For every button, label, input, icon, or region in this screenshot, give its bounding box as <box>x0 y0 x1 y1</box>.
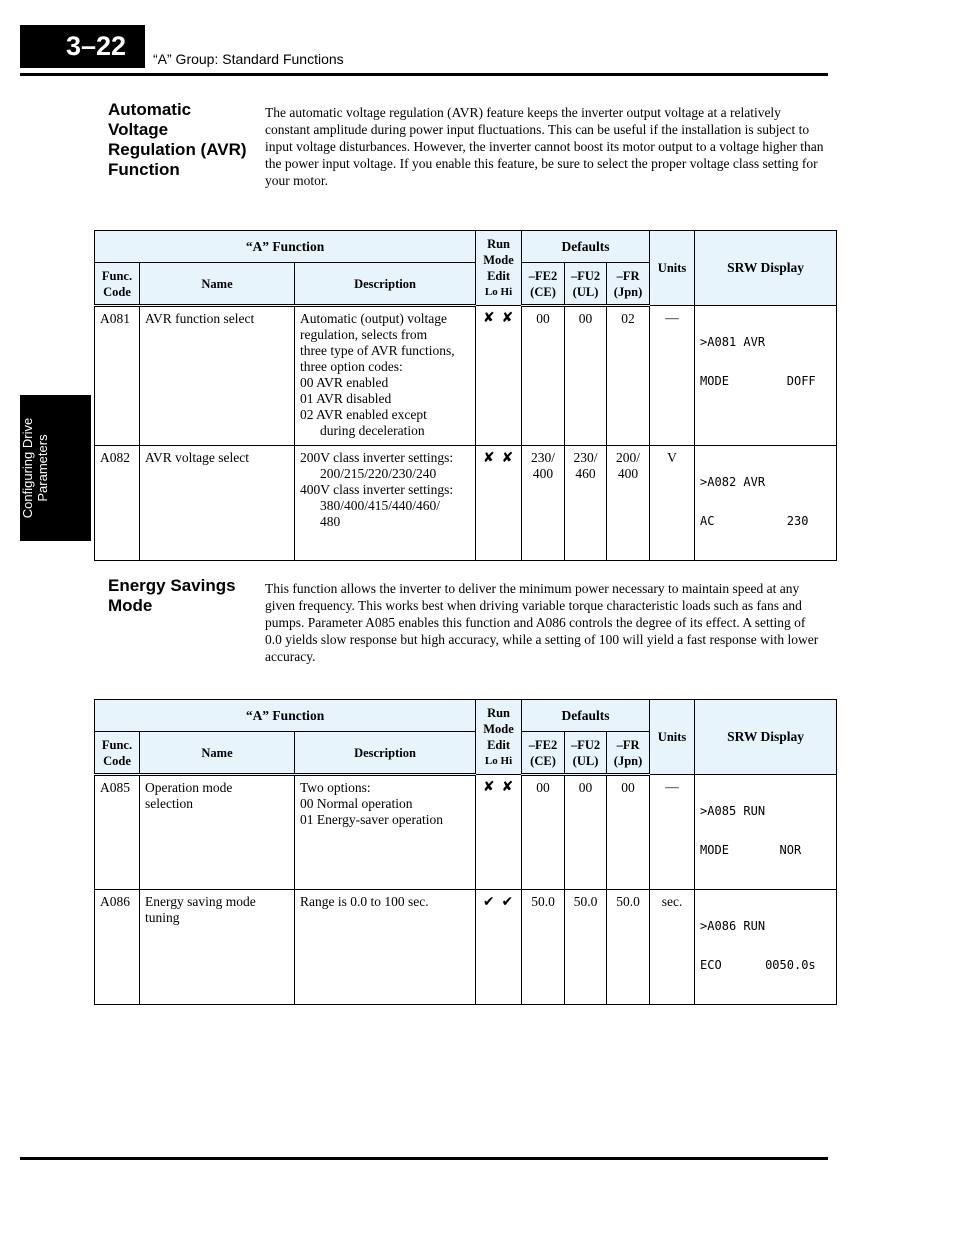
value-line: 400 <box>532 466 554 481</box>
lo-hi-label: Lo Hi <box>484 286 513 298</box>
heading-line: Function <box>108 160 180 179</box>
header-line: Code <box>103 753 131 768</box>
name-line: Energy saving mode <box>145 894 256 909</box>
desc-line: 200/215/220/230/240 <box>320 466 437 481</box>
energy-parameter-table <box>94 699 837 1005</box>
desc-line: 400V class inverter settings: <box>300 482 454 497</box>
value-line: 460 <box>575 466 596 481</box>
srw-line: >A085 RUN <box>700 804 766 818</box>
side-tab-line: Configuring Drive <box>20 417 35 519</box>
a-function-header: “A” Function <box>95 231 476 263</box>
heading-line: Mode <box>108 596 153 615</box>
lo-hi-label: Lo Hi <box>484 755 513 767</box>
description-cell <box>295 890 476 1005</box>
heading-line: Voltage <box>108 120 169 139</box>
func-code-cell: A086 <box>95 890 140 1005</box>
run-mode-cell <box>476 890 522 1005</box>
header-line: –FU2 <box>570 737 601 752</box>
side-tab-label <box>20 418 50 518</box>
srw-display-header: SRW Display <box>695 231 837 306</box>
srw-line: MODE NOR <box>700 843 802 857</box>
func-code-cell: A085 <box>95 775 140 890</box>
fu2-cell <box>565 446 607 561</box>
srw-display-cell <box>695 306 837 446</box>
side-tab-line: Parameters <box>35 434 50 502</box>
header-line: Mode <box>483 722 514 736</box>
header-line: Run <box>487 237 510 251</box>
fu2-cell: 00 <box>565 306 607 446</box>
srw-line: ECO 0050.0s <box>700 958 816 972</box>
description-cell <box>295 775 476 890</box>
units-cell: — <box>650 306 695 446</box>
name-line: Operation mode <box>145 780 233 795</box>
header-line: –FU2 <box>570 268 601 283</box>
table-row <box>95 446 837 561</box>
units-header: Units <box>650 231 695 306</box>
table-row <box>95 306 837 446</box>
run-mode-header <box>476 700 522 775</box>
srw-display-cell <box>695 775 837 890</box>
fe2-header <box>522 263 565 306</box>
fu2-header <box>565 732 607 775</box>
desc-line: regulation, selects from <box>300 327 428 342</box>
header-line: –FE2 <box>528 737 558 752</box>
desc-line: 01 Energy-saver operation <box>300 812 443 827</box>
srw-display <box>700 779 831 883</box>
run-mode-cell <box>476 446 522 561</box>
srw-display-header: SRW Display <box>695 700 837 775</box>
srw-display-cell <box>695 890 837 1005</box>
value-line: 200/ <box>616 450 641 465</box>
description-header: Description <box>295 732 476 775</box>
header-line: Mode <box>483 253 514 267</box>
name-cell <box>140 775 295 890</box>
x-mark-icon: ✘ ✘ <box>482 450 515 466</box>
avr-body: The automatic voltage regulation (AVR) feature keeps the inverter output voltage at a relatively constant amplitude during power input fluctuations. This can be useful if the installation is subject to input voltage disturbances. However, the inverter cannot boost its motor output to a voltage higher than the power input voltage. If you enable this feature, be sure to select the proper voltage class setting for your motor. <box>265 105 824 188</box>
header-line: Edit <box>487 738 510 752</box>
srw-line: >A086 RUN <box>700 919 766 933</box>
header-line: (UL) <box>572 284 599 299</box>
header-line: (CE) <box>530 284 556 299</box>
header-line: –FR <box>616 737 640 752</box>
header-line: Func. <box>101 737 133 752</box>
x-mark-icon: ✘ ✘ <box>482 779 515 795</box>
units-cell: sec. <box>650 890 695 1005</box>
units-header: Units <box>650 700 695 775</box>
units-cell: — <box>650 775 695 890</box>
name-cell: AVR function select <box>140 306 295 446</box>
srw-display <box>700 894 831 998</box>
desc-line: three option codes: <box>300 359 403 374</box>
avr-parameter-table <box>94 230 837 561</box>
func-code-cell: A082 <box>95 446 140 561</box>
desc-line: 480 <box>320 514 341 529</box>
desc-line: Range is 0.0 to 100 sec. <box>300 894 429 909</box>
name-cell <box>140 890 295 1005</box>
srw-display <box>700 310 831 414</box>
desc-line: 00 Normal operation <box>300 796 413 811</box>
run-mode-header <box>476 231 522 306</box>
heading-line: Energy Savings <box>108 576 236 595</box>
fr-cell <box>607 446 650 561</box>
name-header: Name <box>140 732 295 775</box>
description-header: Description <box>295 263 476 306</box>
value-line: 400 <box>617 466 639 481</box>
srw-line: AC 230 <box>700 514 809 528</box>
name-line: tuning <box>145 910 180 925</box>
defaults-header: Defaults <box>522 700 650 732</box>
value-line: 230/ <box>531 450 556 465</box>
name-header: Name <box>140 263 295 306</box>
a-function-header: “A” Function <box>95 700 476 732</box>
fe2-cell: 00 <box>522 306 565 446</box>
header-line: –FE2 <box>528 268 558 283</box>
srw-line: >A082 AVR <box>700 475 766 489</box>
units-cell: V <box>650 446 695 561</box>
func-code-header <box>95 263 140 306</box>
heading-line: Automatic <box>108 100 192 119</box>
header-line: Edit <box>487 269 510 283</box>
heading-line: Regulation (AVR) <box>108 140 247 159</box>
desc-line: during deceleration <box>320 423 425 438</box>
header-line: (Jpn) <box>613 753 643 768</box>
header-line: (UL) <box>572 753 599 768</box>
header-line: Code <box>103 284 131 299</box>
run-mode-cell <box>476 775 522 890</box>
desc-line: 00 AVR enabled <box>300 375 389 390</box>
srw-display <box>700 450 831 554</box>
srw-display-cell <box>695 446 837 561</box>
page-number: 3–22 <box>20 25 145 68</box>
header-line: Func. <box>101 268 133 283</box>
run-mode-cell <box>476 306 522 446</box>
running-head: “A” Group: Standard Functions <box>153 51 344 67</box>
fe2-cell: 50.0 <box>522 890 565 1005</box>
fe2-cell: 00 <box>522 775 565 890</box>
fr-cell: 00 <box>607 775 650 890</box>
fr-header <box>607 732 650 775</box>
x-mark-icon: ✘ ✘ <box>482 310 515 326</box>
name-cell: AVR voltage select <box>140 446 295 561</box>
name-line: selection <box>145 796 193 811</box>
fr-cell: 50.0 <box>607 890 650 1005</box>
srw-line: >A081 AVR <box>700 335 766 349</box>
desc-line: three type of AVR functions, <box>300 343 455 358</box>
fu2-cell: 00 <box>565 775 607 890</box>
header-line: (Jpn) <box>613 284 643 299</box>
avr-heading <box>108 100 258 180</box>
table-row <box>95 890 837 1005</box>
desc-line: Automatic (output) voltage <box>300 311 447 326</box>
top-rule <box>20 73 828 76</box>
desc-line: 380/400/415/440/460/ <box>320 498 441 513</box>
energy-body: This function allows the inverter to deliver the minimum power necessary to maintain speed at any given frequency. This works best when driving variable torque characteristic loads such as fans and pumps. Parameter A085 enables this function and A086 controls the degree of its effect. A setting of 0.0 yields slow response but high accuracy, while a setting of 100 will yield a fast response with lower accuracy. <box>265 581 819 664</box>
fr-cell: 02 <box>607 306 650 446</box>
func-code-cell: A081 <box>95 306 140 446</box>
header-line: (CE) <box>530 753 556 768</box>
fe2-header <box>522 732 565 775</box>
fu2-header <box>565 263 607 306</box>
srw-line: MODE DOFF <box>700 374 816 388</box>
description-cell <box>295 306 476 446</box>
desc-line: 01 AVR disabled <box>300 391 392 406</box>
desc-line: 02 AVR enabled except <box>300 407 427 422</box>
desc-line: Two options: <box>300 780 371 795</box>
header-line: –FR <box>616 268 640 283</box>
energy-heading <box>108 576 258 616</box>
fr-header <box>607 263 650 306</box>
fe2-cell <box>522 446 565 561</box>
defaults-header: Defaults <box>522 231 650 263</box>
value-line: 230/ <box>573 450 598 465</box>
bottom-rule <box>20 1157 828 1160</box>
func-code-header <box>95 732 140 775</box>
fu2-cell: 50.0 <box>565 890 607 1005</box>
description-cell <box>295 446 476 561</box>
table-row <box>95 775 837 890</box>
header-line: Run <box>487 706 510 720</box>
desc-line: 200V class inverter settings: <box>300 450 454 465</box>
check-mark-icon: ✔ ✔ <box>482 894 515 910</box>
